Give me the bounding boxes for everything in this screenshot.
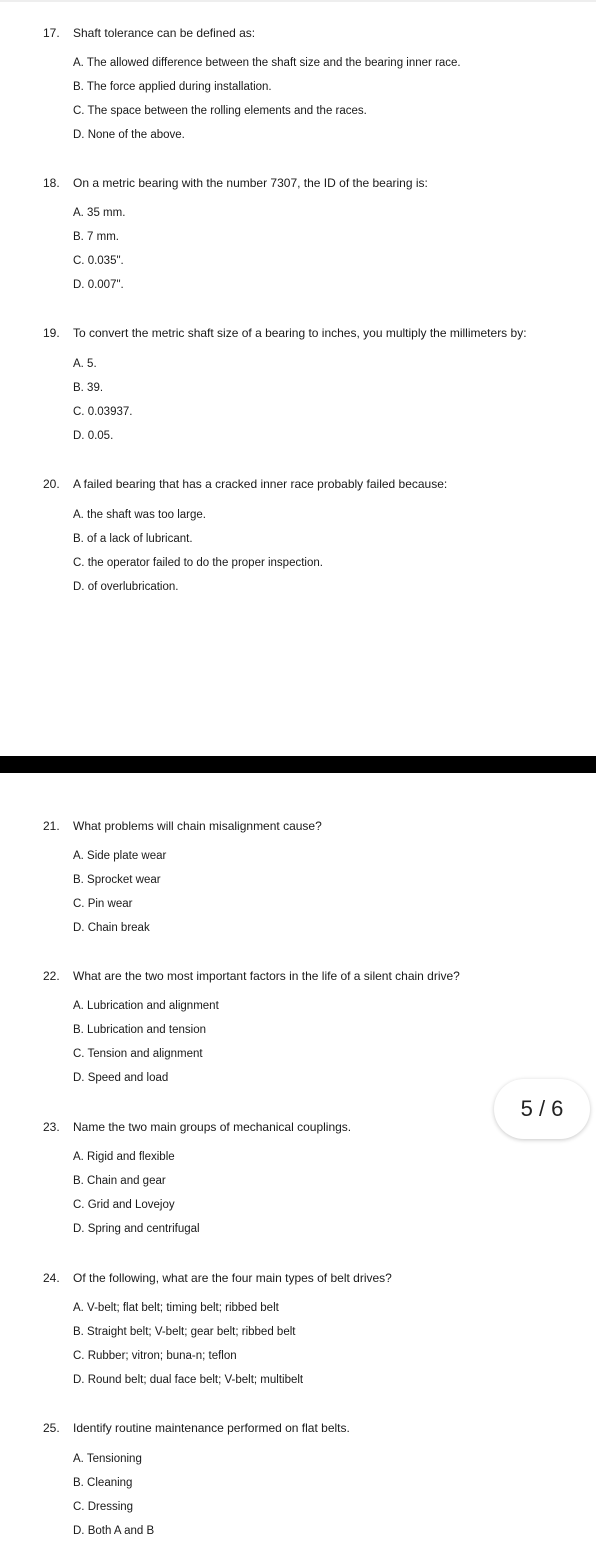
question-number: 19. xyxy=(43,326,60,340)
question-text: On a metric bearing with the number 7307, the ID of the bearing is: xyxy=(73,176,428,190)
question-number: 20. xyxy=(43,477,60,491)
question-stem xyxy=(43,819,322,833)
option-b: B. Cleaning xyxy=(73,1477,133,1489)
option-d: D. 0.007". xyxy=(73,279,124,291)
option-a: A. Tensioning xyxy=(73,1453,142,1465)
page-break-divider xyxy=(0,756,596,773)
question-stem xyxy=(43,26,255,40)
option-b: B. 39. xyxy=(73,382,104,394)
question-number: 24. xyxy=(43,1271,60,1285)
top-divider xyxy=(0,0,596,2)
option-a: A. Side plate wear xyxy=(73,850,167,862)
question-stem xyxy=(43,1120,351,1134)
question-number: 22. xyxy=(43,969,60,983)
option-d: D. Round belt; dual face belt; V-belt; multibelt xyxy=(73,1374,304,1386)
option-c: C. 0.035". xyxy=(73,255,124,267)
question-number: 18. xyxy=(43,176,60,190)
question-stem xyxy=(43,1271,392,1285)
option-c: C. Grid and Lovejoy xyxy=(73,1199,175,1211)
option-d: D. Both A and B xyxy=(73,1525,155,1537)
question-text: A failed bearing that has a cracked inner race probably failed because: xyxy=(73,477,448,491)
option-b: B. Straight belt; V-belt; gear belt; ribbed belt xyxy=(73,1326,296,1338)
option-a: A. Rigid and flexible xyxy=(73,1151,175,1163)
question-text: Shaft tolerance can be defined as: xyxy=(73,26,256,40)
option-c: C. Tension and alignment xyxy=(73,1048,203,1060)
question-number: 25. xyxy=(43,1421,60,1435)
option-d: D. of overlubrication. xyxy=(73,581,179,593)
question-number: 17. xyxy=(43,26,60,40)
option-d: D. 0.05. xyxy=(73,430,114,442)
option-a: A. V-belt; flat belt; timing belt; ribbed belt xyxy=(73,1302,279,1314)
option-b: B. Chain and gear xyxy=(73,1175,166,1187)
question-number: 21. xyxy=(43,819,60,833)
question-text: What are the two most important factors in the life of a silent chain drive? xyxy=(73,969,460,983)
option-d: D. Spring and centrifugal xyxy=(73,1223,200,1235)
question-stem xyxy=(43,176,428,190)
option-b: B. Sprocket wear xyxy=(73,874,161,886)
option-c: C. Dressing xyxy=(73,1501,134,1513)
question-stem xyxy=(43,326,527,340)
option-d: D. Chain break xyxy=(73,922,150,934)
option-c: C. Rubber; vitron; buna-n; teflon xyxy=(73,1350,237,1362)
option-d: D. Speed and load xyxy=(73,1072,169,1084)
option-d: D. None of the above. xyxy=(73,129,185,141)
option-a: A. 5. xyxy=(73,358,97,370)
question-stem xyxy=(43,477,447,491)
option-a: A. The allowed difference between the shaft size and the bearing inner race. xyxy=(73,57,461,69)
question-number: 23. xyxy=(43,1120,60,1134)
question-stem xyxy=(43,969,460,983)
page-indicator: 5 / 6 xyxy=(494,1079,590,1139)
question-text: Identify routine maintenance performed on flat belts. xyxy=(73,1421,350,1435)
option-c: C. Pin wear xyxy=(73,898,133,910)
option-c: C. The space between the rolling elements and the races. xyxy=(73,105,367,117)
question-stem xyxy=(43,1421,350,1435)
question-text: What problems will chain misalignment cause? xyxy=(73,819,322,833)
option-b: B. The force applied during installation. xyxy=(73,81,272,93)
option-c: C. the operator failed to do the proper inspection. xyxy=(73,557,323,569)
question-text: To convert the metric shaft size of a bearing to inches, you multiply the millimeters by: xyxy=(73,326,527,340)
option-b: B. of a lack of lubricant. xyxy=(73,533,193,545)
option-a: A. the shaft was too large. xyxy=(73,509,206,521)
option-a: A. Lubrication and alignment xyxy=(73,1000,219,1012)
question-text: Name the two main groups of mechanical couplings. xyxy=(73,1120,352,1134)
option-b: B. 7 mm. xyxy=(73,231,120,243)
option-a: A. 35 mm. xyxy=(73,207,126,219)
option-b: B. Lubrication and tension xyxy=(73,1024,206,1036)
option-c: C. 0.03937. xyxy=(73,406,133,418)
question-text: Of the following, what are the four main types of belt drives? xyxy=(73,1271,392,1285)
